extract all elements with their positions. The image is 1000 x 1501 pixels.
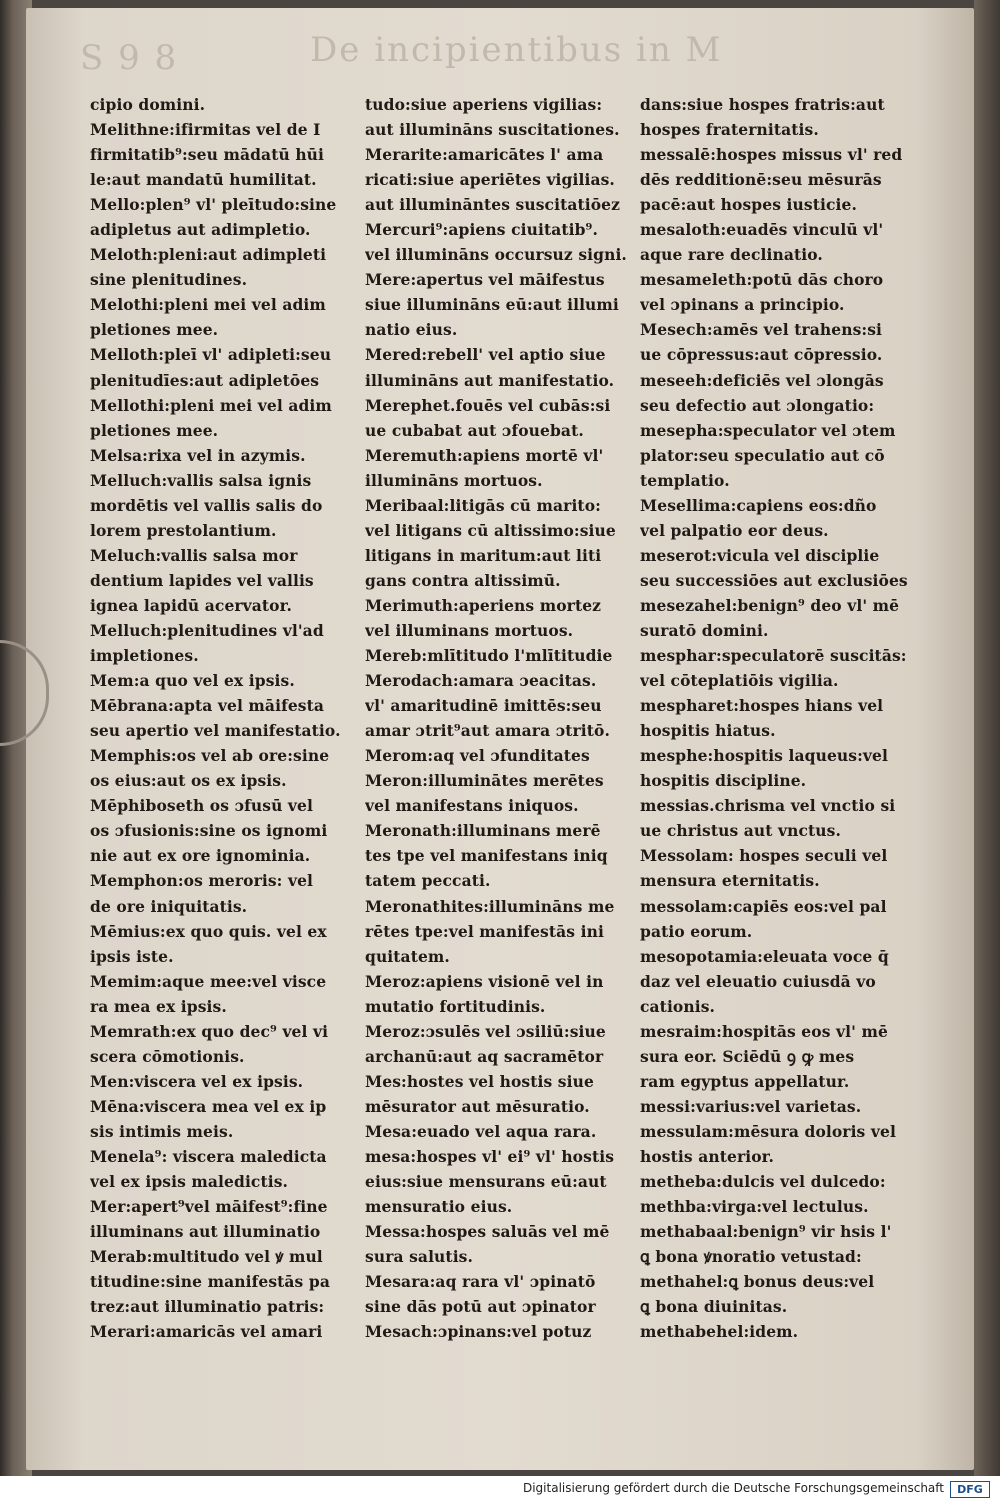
text-line: Men:viscera vel ex ipsis. — [90, 1071, 304, 1091]
text-line: plator:seu speculatio aut cō — [640, 445, 885, 465]
text-line: Memphis:os vel ab ore:sine — [90, 746, 330, 766]
book-fore-edge — [974, 0, 1000, 1476]
text-line: pletiones mee. — [90, 320, 219, 340]
text-line: Mēphiboseth os ɔfusū vel — [90, 796, 313, 816]
text-line: sine plenitudines. — [90, 270, 248, 290]
text-line: rētes tpe:vel manifestās ini — [365, 921, 604, 941]
text-line: Mer:apert⁹vel māifest⁹:fine — [90, 1197, 328, 1217]
text-line: Melithne:ifirmitas vel de I — [90, 120, 321, 140]
text-line: plenitudīes:aut adipletōes — [90, 370, 320, 390]
text-line: mesphar:speculatorē suscitās: — [640, 646, 907, 666]
text-line: dans:siue hospes fratris:aut — [640, 95, 885, 114]
text-line: os ɔfusionis:sine os ignomi — [90, 821, 328, 841]
text-line: Merarite:amaricātes l' ama — [365, 145, 604, 165]
text-line: Mered:rebell' vel aptio siue — [365, 345, 606, 365]
text-line: dēs redditionē:seu mēsurās — [640, 170, 882, 190]
text-line: Mere:apertus vel māifestus — [365, 270, 605, 290]
text-line: Mesa:euado vel aqua rara. — [365, 1121, 597, 1141]
text-line: aque rare declinatio. — [640, 245, 823, 265]
running-head — [80, 30, 960, 80]
text-line: vel litigans cū altissimo:siue — [365, 520, 616, 540]
text-line: illuminans aut illuminatio — [90, 1222, 321, 1242]
text-line: mensura eternitatis. — [640, 871, 820, 891]
text-line: adipletus aut adimpletio. — [90, 220, 311, 240]
text-line: hostis anterior. — [640, 1146, 774, 1166]
text-line: Merari:amaricās vel amari — [90, 1322, 323, 1342]
text-line: os eius:aut os ex ipsis. — [90, 771, 287, 791]
text-line: messulam:mēsura doloris vel — [640, 1121, 896, 1141]
text-line: mesepha:speculator vel ɔtem — [640, 420, 896, 440]
text-line: messias.chrisma vel vnctio si — [640, 796, 896, 816]
text-line: Menela⁹: viscera maledicta — [90, 1146, 327, 1166]
text-line: ꝗ bona diuinitas. — [640, 1297, 788, 1317]
text-line: suratō domini. — [640, 620, 769, 640]
text-line: pacē:aut hospes iusticie. — [640, 195, 857, 215]
running-title: De incipientibus in M — [310, 30, 723, 70]
text-line: sis intimis meis. — [90, 1121, 234, 1141]
text-line: templatio. — [640, 470, 730, 490]
text-line: eius:siue mensurans eū:aut — [365, 1172, 607, 1192]
text-line: Memim:aque mee:vel visce — [90, 971, 327, 991]
text-line: Mesach:ɔpinans:vel potuz — [365, 1322, 592, 1342]
text-line: meserot:vicula vel disciplie — [640, 545, 880, 565]
text-line: Merom:aq vel ɔfunditates — [365, 746, 590, 766]
text-line: seu successiōes aut exclusiōes — [640, 570, 908, 590]
text-line: Merephet.fouēs vel cubās:si — [365, 395, 611, 415]
text-line: metheba:dulcis vel dulcedo: — [640, 1172, 886, 1192]
text-line: quitatem. — [365, 946, 450, 966]
text-line: Melluch:vallis salsa ignis — [90, 470, 312, 490]
text-line: lorem prestolantium. — [90, 520, 277, 540]
text-line: pletiones mee. — [90, 420, 219, 440]
text-line: Melsa:rixa vel in azymis. — [90, 445, 306, 465]
text-line: natio eius. — [365, 320, 458, 340]
text-column-2 — [365, 92, 633, 1344]
text-line: trez:aut illuminatio patris: — [90, 1297, 325, 1317]
dfg-logo: DFG — [950, 1481, 990, 1498]
text-line: amar ɔtrit⁹aut amara ɔtritō. — [365, 721, 610, 741]
text-line: Mēna:viscera mea vel ex ip — [90, 1096, 327, 1116]
text-line: Merodach:amara ɔeacitas. — [365, 671, 597, 691]
text-line: ipsis iste. — [90, 946, 174, 966]
text-line: siue illumināns eū:aut illumi — [365, 295, 619, 315]
text-line: ram egyptus appellatur. — [640, 1071, 850, 1091]
text-line: Meloth:pleni:aut adimpleti — [90, 245, 327, 265]
text-line: archanū:aut aq sacramētor — [365, 1046, 604, 1066]
text-line: vel manifestans iniquos. — [365, 796, 579, 816]
text-line: hospes fraternitatis. — [640, 120, 819, 140]
text-line: Messa:hospes saluās vel mē — [365, 1222, 610, 1242]
text-line: ignea lapidū acervator. — [90, 595, 292, 615]
text-line: impletiones. — [90, 646, 199, 666]
text-line: Mem:a quo vel ex ipsis. — [90, 671, 295, 691]
text-line: mensuratio eius. — [365, 1197, 513, 1217]
text-line: scera cōmotionis. — [90, 1046, 245, 1066]
text-line: de ore iniquitatis. — [90, 896, 248, 916]
text-line: Melluch:plenitudines vl'ad — [90, 620, 324, 640]
text-line: Meroz:apiens visionē vel in — [365, 971, 604, 991]
text-line: ricati:siue aperiētes vigilias. — [365, 170, 615, 190]
text-line: Meronathites:illumināns me — [365, 896, 615, 916]
text-line: mesraim:hospitās eos vl' mē — [640, 1021, 888, 1041]
text-line: firmitatib⁹:seu mādatū hūi — [90, 145, 325, 165]
text-line: methabehel:idem. — [640, 1322, 799, 1342]
text-line: Meluch:vallis salsa mor — [90, 545, 298, 565]
text-line: messalē:hospes missus vl' red — [640, 145, 903, 165]
text-line: methba:virga:vel lectulus. — [640, 1197, 869, 1217]
text-line: vel ex ipsis maledictis. — [90, 1172, 289, 1192]
text-line: meseeh:deficiēs vel ɔlongās — [640, 370, 884, 390]
text-line: nie aut ex ore ignominia. — [90, 846, 311, 866]
text-line: le:aut mandatū humilitat. — [90, 170, 317, 190]
text-line: Mesara:aq rara vl' ɔpinatō — [365, 1272, 596, 1292]
text-line: vel ɔpinans a principio. — [640, 295, 845, 315]
text-line: aut illumināns suscitationes. — [365, 120, 620, 140]
text-line: dentium lapides vel vallis — [90, 570, 314, 590]
text-line: Merab:multitudo vel ꝟ mul — [90, 1247, 323, 1267]
text-line: vel illumināns occursuz signi. — [365, 245, 627, 265]
text-line: ue cōpressus:aut cōpressio. — [640, 345, 883, 365]
text-line: Memrath:ex quo dec⁹ vel vi — [90, 1021, 329, 1041]
text-line: sura salutis. — [365, 1247, 473, 1267]
text-line: tudo:siue aperiens vigilias: — [365, 95, 603, 114]
text-line: Merimuth:aperiens mortez — [365, 595, 602, 615]
text-line: Mercuri⁹:apiens ciuitatib⁹. — [365, 220, 598, 240]
text-line: Meribaal:litigās cū marito: — [365, 495, 601, 515]
text-line: cipio domini. — [90, 95, 206, 114]
text-line: tes tpe vel manifestans iniq — [365, 846, 608, 866]
text-line: Melothi:pleni mei vel adim — [90, 295, 326, 315]
text-line: Meroz:ɔsulēs vel ɔsiliū:siue — [365, 1021, 606, 1041]
text-line: Mesech:amēs vel trahens:si — [640, 320, 883, 340]
text-line: ra mea ex ipsis. — [90, 996, 227, 1016]
text-line: Mēmius:ex quo quis. vel ex — [90, 921, 327, 941]
text-line: seu defectio aut ɔlongatio: — [640, 395, 875, 415]
text-line: cationis. — [640, 996, 716, 1016]
text-line: mesaloth:euadēs vinculū vl' — [640, 220, 884, 240]
funding-notice: Digitalisierung gefördert durch die Deutsche Forschungsgemeinschaft — [522, 1481, 944, 1495]
folio-number: S 9 8 — [80, 38, 179, 78]
text-line: vel illuminans mortuos. — [365, 620, 574, 640]
text-line: ue christus aut vnctus. — [640, 821, 841, 841]
text-line: Melloth:pleī vl' adipleti:seu — [90, 345, 332, 365]
text-line: illumināns aut manifestatio. — [365, 370, 615, 390]
text-line: mespharet:hospes hians vel — [640, 696, 884, 716]
footer-bar — [0, 1476, 1000, 1501]
text-line: mesopotamia:eleuata voce q̄ — [640, 946, 889, 966]
text-column-3 — [640, 92, 908, 1344]
text-line: mesameleth:potū dās choro — [640, 270, 884, 290]
text-line: Mello:plen⁹ vl' pleītudo:sine — [90, 195, 337, 215]
text-line: ꝗ bona ꝟnoratio vetustad: — [640, 1247, 862, 1267]
text-line: Mes:hostes vel hostis siue — [365, 1071, 594, 1091]
text-line: mutatio fortitudinis. — [365, 996, 546, 1016]
text-line: gans contra altissimū. — [365, 570, 561, 590]
text-line: Meronath:illuminans merē — [365, 821, 601, 841]
text-line: Memphon:os meroris: vel — [90, 871, 314, 891]
text-line: vl' amaritudinē imittēs:seu — [365, 696, 602, 716]
text-line: illumināns mortuos. — [365, 470, 543, 490]
text-line: mesa:hospes vl' ei⁹ vl' hostis — [365, 1146, 615, 1166]
text-line: mordētis vel vallis salis do — [90, 495, 323, 515]
text-line: mēsurator aut mēsuratio. — [365, 1096, 590, 1116]
text-line: daz vel eleuatio cuiusdā vo — [640, 971, 876, 991]
text-line: vel palpatio eor deus. — [640, 520, 829, 540]
text-line: methabaal:benign⁹ vir hsis l' — [640, 1222, 892, 1242]
text-line: titudine:sine manifestās pa — [90, 1272, 330, 1292]
text-line: mesezahel:benign⁹ deo vl' mē — [640, 595, 900, 615]
text-line: messolam:capiēs eos:vel pal — [640, 896, 887, 916]
text-line: Mēbrana:apta vel māifesta — [90, 696, 325, 716]
text-line: Messolam: hospes seculi vel — [640, 846, 888, 866]
text-line: Mellothi:pleni mei vel adim — [90, 395, 332, 415]
text-line: methahel:ꝗ bonus deus:vel — [640, 1272, 875, 1292]
text-line: vel cōteplatiōis vigilia. — [640, 671, 839, 691]
text-line: hospitis hiatus. — [640, 721, 776, 741]
text-column-1 — [90, 92, 358, 1344]
text-line: Mesellima:capiens eos:dño — [640, 495, 877, 515]
text-line: Mereb:mlītitudo l'mlītitudie — [365, 646, 613, 666]
text-line: Meremuth:apiens mortē vl' — [365, 445, 604, 465]
text-line: Meron:illuminātes merētes — [365, 771, 604, 791]
text-line: messi:varius:vel varietas. — [640, 1096, 862, 1116]
text-line: mesphe:hospitis laqueus:vel — [640, 746, 888, 766]
text-line: seu apertio vel manifestatio. — [90, 721, 341, 741]
text-line: patio eorum. — [640, 921, 753, 941]
text-line: tatem peccati. — [365, 871, 491, 891]
text-line: sura eor. Sciēdū ꝯ ꝙ mes — [640, 1046, 855, 1066]
text-line: ue cubabat aut ɔfouebat. — [365, 420, 584, 440]
text-line: litigans in maritum:aut liti — [365, 545, 602, 565]
text-line: aut illumināntes suscitatiōez — [365, 195, 621, 215]
text-line: hospitis discipline. — [640, 771, 807, 791]
text-line: sine dās potū aut ɔpinator — [365, 1297, 596, 1317]
